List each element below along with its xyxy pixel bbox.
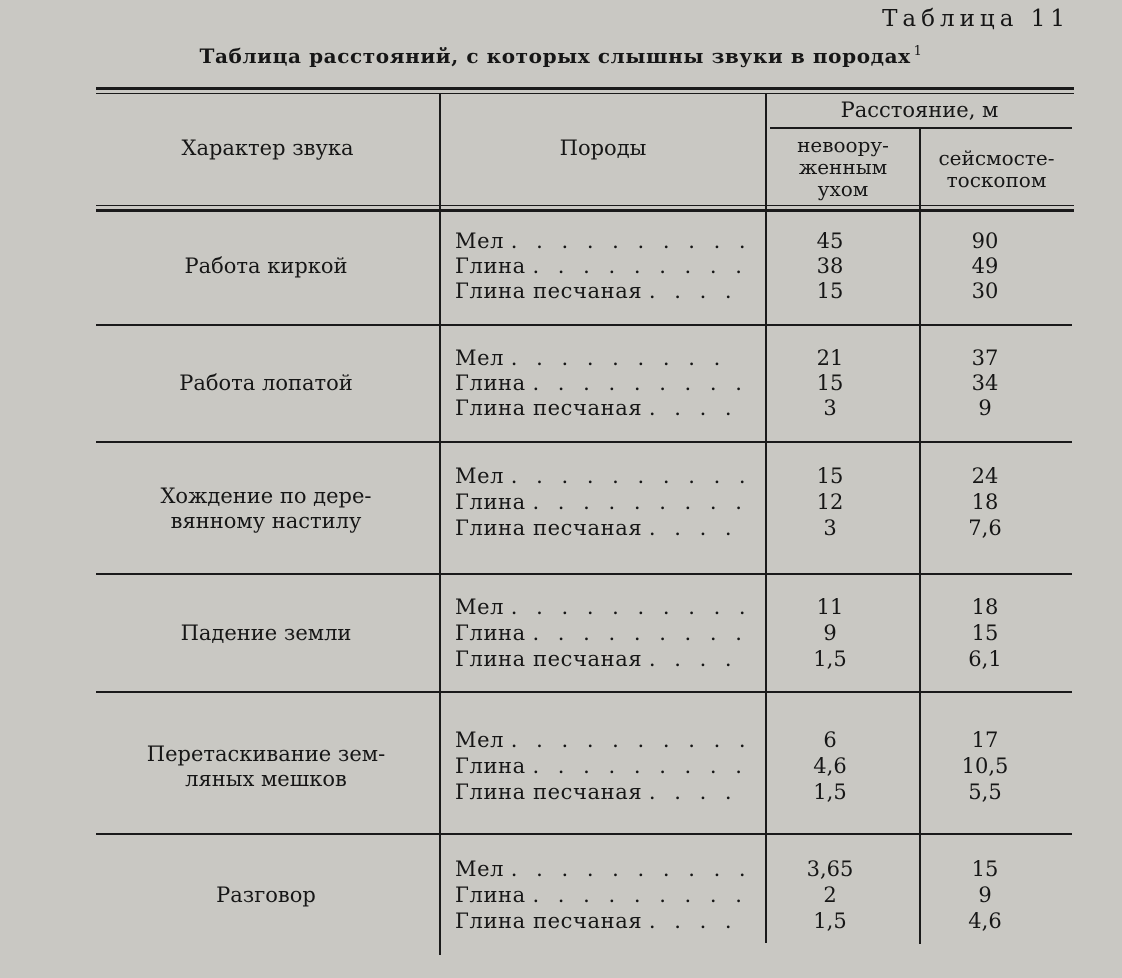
row-separator — [96, 833, 1072, 835]
rock-cell — [455, 883, 755, 908]
value-seismostethoscope: 7,6 — [968, 516, 1002, 540]
rock-cell — [455, 647, 755, 672]
rock-name: Мел — [455, 229, 505, 253]
rock-cell — [455, 490, 755, 515]
value-naked-ear: 6 — [823, 728, 837, 752]
leader-dots: . . . . . . . . . — [510, 346, 727, 370]
sound-label: Работа киркой — [184, 254, 348, 278]
sound-label: Перетаскивание зем- ляных мешков — [146, 742, 386, 791]
leader-dots: . . . . . . . . . . — [510, 229, 752, 253]
value-naked-ear: 45 — [816, 229, 844, 253]
value-seismostethoscope: 9 — [978, 883, 992, 907]
value-naked-ear: 1,5 — [813, 780, 847, 804]
table-title — [0, 44, 1122, 68]
value-naked-ear: 15 — [816, 464, 844, 488]
rock-cell — [455, 346, 755, 371]
sound-label: Работа лопатой — [179, 371, 353, 395]
value-seismostethoscope: 18 — [971, 595, 999, 619]
table-number: Таблица 11 — [882, 6, 1070, 32]
header-bottom-rule-thick — [96, 209, 1074, 212]
rock-cell — [455, 857, 755, 882]
rock-name: Глина — [455, 490, 526, 514]
rock-cell — [455, 621, 755, 646]
rock-cell — [455, 396, 755, 421]
rock-name: Глина песчаная — [455, 909, 643, 933]
rock-name: Глина песчаная — [455, 279, 643, 303]
sound-label: Разговор — [216, 883, 316, 907]
rock-cell — [455, 371, 755, 396]
value-naked-ear: 3 — [823, 396, 837, 420]
rock-cell — [455, 728, 755, 753]
leader-dots: . . . . . . . . . . — [510, 595, 752, 619]
leader-dots: . . . . . . . . . — [532, 254, 748, 278]
top-rule-thin — [96, 93, 1074, 94]
value-naked-ear: 2 — [823, 883, 837, 907]
rock-name: Глина — [455, 883, 526, 907]
column-divider-1 — [439, 93, 441, 955]
leader-dots: . . . . . . . . . — [532, 883, 748, 907]
rock-name: Глина песчаная — [455, 396, 643, 420]
column-divider-3 — [919, 129, 921, 944]
leader-dots: . . . . — [648, 396, 738, 420]
value-seismostethoscope: 18 — [971, 490, 999, 514]
value-naked-ear: 1,5 — [813, 647, 847, 671]
rock-name: Глина — [455, 254, 526, 278]
value-seismostethoscope: 15 — [971, 621, 999, 645]
leader-dots: . . . . . . . . . . — [510, 464, 752, 488]
rock-cell — [455, 909, 755, 934]
rock-name: Глина песчаная — [455, 780, 643, 804]
rock-name: Глина — [455, 371, 526, 395]
rock-name: Глина — [455, 621, 526, 645]
value-naked-ear: 3,65 — [806, 857, 854, 881]
leader-dots: . . . . . . . . . — [532, 621, 748, 645]
rock-cell — [455, 254, 755, 279]
value-naked-ear: 9 — [823, 621, 837, 645]
rock-name: Мел — [455, 595, 505, 619]
value-seismostethoscope: 15 — [971, 857, 999, 881]
value-naked-ear: 12 — [816, 490, 844, 514]
header-seismostethoscope: сейсмосте- тоскопом — [938, 146, 1055, 192]
value-seismostethoscope: 24 — [971, 464, 999, 488]
row-separator — [96, 691, 1072, 693]
value-seismostethoscope: 4,6 — [968, 909, 1002, 933]
leader-dots: . . . . — [648, 516, 738, 540]
header-rock: Породы — [559, 136, 647, 160]
rock-name: Мел — [455, 857, 505, 881]
rock-cell — [455, 595, 755, 620]
row-separator — [96, 324, 1072, 326]
footnote-mark: 1 — [913, 44, 923, 60]
value-seismostethoscope: 6,1 — [968, 647, 1002, 671]
leader-dots: . . . . — [648, 909, 738, 933]
header-bottom-rule — [96, 205, 1074, 206]
value-naked-ear: 4,6 — [813, 754, 847, 778]
distance-rule — [770, 127, 1072, 129]
value-naked-ear: 15 — [816, 371, 844, 395]
row-separator — [96, 573, 1072, 575]
rock-cell — [455, 464, 755, 489]
title-text: Таблица расстояний, с которых слышны звуки в породах — [199, 44, 911, 68]
header-sound: Характер звука — [181, 136, 354, 160]
leader-dots: . . . . . . . . . — [532, 754, 748, 778]
value-seismostethoscope: 34 — [971, 371, 999, 395]
value-seismostethoscope: 49 — [971, 254, 999, 278]
rock-cell — [455, 516, 755, 541]
leader-dots: . . . . — [648, 780, 738, 804]
leader-dots: . . . . . . . . . . — [510, 857, 752, 881]
rock-name: Мел — [455, 728, 505, 752]
leader-dots: . . . . . . . . . — [532, 490, 748, 514]
value-seismostethoscope: 30 — [971, 279, 999, 303]
leader-dots: . . . . . . . . . . — [510, 728, 752, 752]
rock-cell — [455, 780, 755, 805]
top-rule — [96, 87, 1074, 90]
rock-name: Глина песчаная — [455, 516, 643, 540]
rock-cell — [455, 279, 755, 304]
rock-name: Мел — [455, 464, 505, 488]
leader-dots: . . . . — [648, 647, 738, 671]
rock-name: Глина песчаная — [455, 647, 643, 671]
value-seismostethoscope: 17 — [971, 728, 999, 752]
value-seismostethoscope: 9 — [978, 396, 992, 420]
rock-name: Глина — [455, 754, 526, 778]
value-seismostethoscope: 5,5 — [968, 780, 1002, 804]
header-distance: Расстояние, м — [840, 98, 999, 122]
value-seismostethoscope: 37 — [971, 346, 999, 370]
rock-name: Мел — [455, 346, 505, 370]
value-seismostethoscope: 90 — [971, 229, 999, 253]
value-naked-ear: 38 — [816, 254, 844, 278]
sound-label: Хождение по дере- вянному настилу — [160, 484, 372, 533]
value-naked-ear: 11 — [816, 595, 844, 619]
row-separator — [96, 441, 1072, 443]
value-naked-ear: 15 — [816, 279, 844, 303]
value-seismostethoscope: 10,5 — [961, 754, 1009, 778]
sound-label: Падение земли — [180, 621, 352, 645]
column-divider-2 — [765, 93, 767, 943]
value-naked-ear: 21 — [816, 346, 844, 370]
leader-dots: . . . . — [648, 279, 738, 303]
rock-cell — [455, 229, 755, 254]
rock-cell — [455, 754, 755, 779]
value-naked-ear: 3 — [823, 516, 837, 540]
header-naked-ear: невоору- женным ухом — [797, 133, 889, 201]
value-naked-ear: 1,5 — [813, 909, 847, 933]
leader-dots: . . . . . . . . . — [532, 371, 748, 395]
